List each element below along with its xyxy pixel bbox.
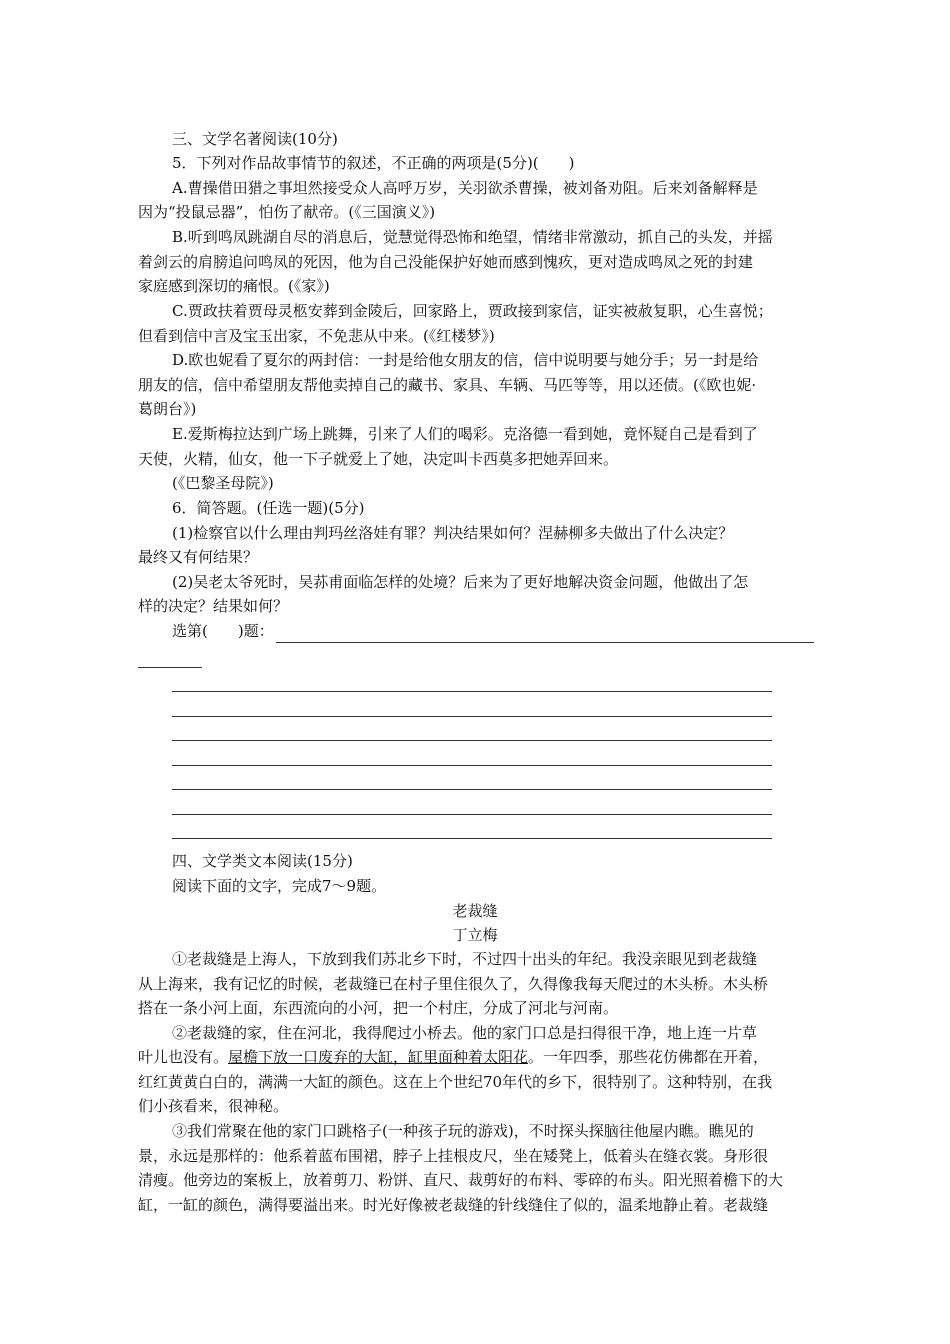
section4-heading: 四、文学类文本阅读(15分)	[172, 852, 353, 870]
article-title: 老裁缝	[452, 902, 498, 920]
answer-line[interactable]	[172, 740, 772, 741]
document-page: 三、文学名著阅读(10分) 5．下列对作品故事情节的叙述，不正确的两项是(5分)( ) A.曹操借田猎之事坦然接受众人高呼万岁，关羽欲杀曹操，被刘备劝阻。后来刘备解释是 因为“投鼠忌器”，怕伤了献帝。(《三国演义》) B.听到鸣凤跳湖自尽的消息后，觉慧觉得恐怖和绝望，情绪非常激动，抓自己的头发，并摇 着剑云的肩膀追问鸣凤的死因，他为自己没能保护好她而感到愧疚，更对造成鸣凤之死的封建 家庭感到深切的痛恨。(《家》) C.贾政扶着贾母灵柩安葬到金陵后，回家路上，贾政接到家信，证实被赦复职，心生喜悦； 但看到信中言及宝玉出家，不免悲从中来。(《红楼梦》) D.欧也妮看了夏尔的两封信：一封是给他女朋友的信，信中说明要与她分手；另一封是给 朋友的信，信中希望朋友帮他卖掉自己的藏书、家具、车辆、马匹等等，用以还债。(《欧也妮· 葛朗台》) E.爱斯梅拉达到广场上跳舞，引来了人们的喝彩。克洛德一看到她，竟怀疑自己是看到了 天使，火精，仙女，他一下子就爱上了她，决定叫卡西莫多把她弄回来。 (《巴黎圣母院》) 6．简答题。(任选一题)(5分) (1)检察官以什么理由判玛丝洛娃有罪？判决结果如何？涅赫柳多夫做出了什么决定？ 最终又有何结果？ (2)吴老太爷死时，吴荪甫面临怎样的处境？后来为了更好地解决资金问题，他做出了怎 样的决定？结果如何？ 选第( )题： 四、文学类文本阅读(15分) 阅读下面的文字，完成7～9题。 老裁缝 丁立梅 ①老裁缝是上海人，下放到我们苏北乡下时，不过四十出头的年纪。我没亲眼见到老裁缝 从上海来，我有记忆的时候，老裁缝已在村子里住很久了，久得像我每天爬过的木头桥。木头桥 搭在一条小河上面，东西流向的小河，把一个村庄，分成了河北与河南。 ②老裁缝的家，住在河北，我得爬过小桥去。他的家门口总是扫得很干净，地上连一片草 叶儿也没有。屋檐下放一口废弃的大缸，缸里面种着太阳花。一年四季，那些花仿佛都在开着， 红红黄黄白白的，满满一大缸的颜色。这在上个世纪70年代的乡下，很特别了。这种特别，在我 们小孩看来，很神秘。 ③我们常聚在他的家门口跳格子(一种孩子玩的游戏)，不时探头探脑往他屋内瞧。瞧见的 景，永远是那样的：他系着蓝布围裙，脖子上挂根皮尺，坐在矮凳上，低着头在缝衣裳。身形很 清瘦。他旁边的案板上，放着剪刀、粉饼、直尺、裁剪好的布料、零碎的布头。阳光照着檐下的大 缸，一缸的颜色，满得要溢出来。时光好像被老裁缝的针线缝住了似的，温柔地静止着。老裁缝	[0, 0, 950, 1344]
section3-heading: 三、文学名著阅读(10分)	[172, 130, 338, 148]
answer-line[interactable]	[276, 642, 814, 643]
answer-line[interactable]	[172, 789, 772, 790]
answer-line[interactable]	[172, 716, 772, 717]
answer-line[interactable]	[138, 667, 202, 668]
q6-stem: 6．简答题。(任选一题)(5分)	[172, 499, 365, 517]
section4-instruction: 阅读下面的文字，完成7～9题。	[172, 877, 387, 895]
underlined-sentence: 屋檐下放一口废弃的大缸，缸里面种着太阳花	[228, 1048, 529, 1066]
answer-line[interactable]	[172, 814, 772, 815]
q5-stem: 5．下列对作品故事情节的叙述，不正确的两项是(5分)( )	[172, 154, 575, 172]
answer-line[interactable]	[172, 838, 772, 839]
answer-line[interactable]	[172, 765, 772, 766]
article-author: 丁立梅	[452, 926, 498, 944]
choose-question-label: 选第( )题：	[172, 622, 274, 640]
answer-line[interactable]	[172, 691, 772, 692]
